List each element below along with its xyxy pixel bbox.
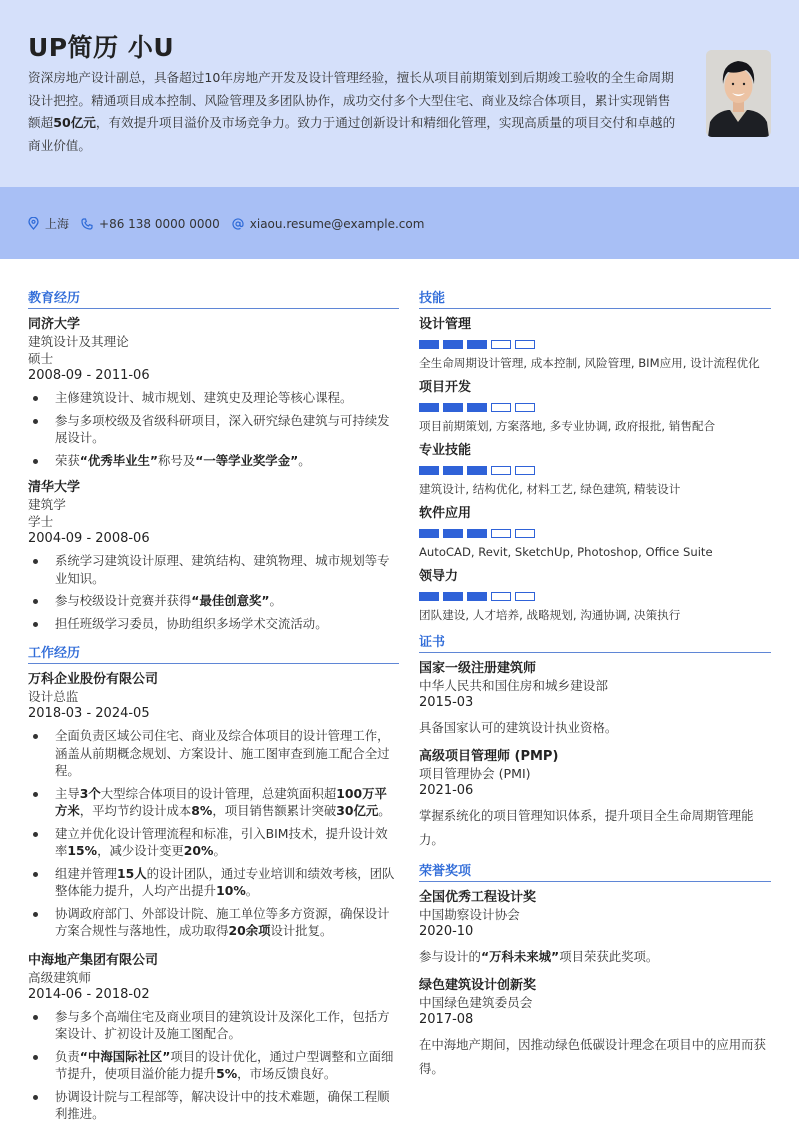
text-run: 。: [269, 593, 282, 608]
bold-text: “一等学业奖学金”: [195, 452, 299, 468]
bullet-item: [28, 1088, 399, 1123]
school-name: 同济大学: [28, 317, 81, 332]
work-entry: [28, 952, 399, 1123]
level-block-filled: [467, 403, 487, 412]
skill-entry: [419, 505, 771, 560]
text-run: 参与设计的: [419, 949, 481, 964]
company-name: 中海地产集团有限公司: [28, 952, 159, 968]
bullet-item: [28, 865, 399, 900]
contact-location: [28, 215, 69, 232]
portrait-image: [706, 50, 771, 137]
skill-name: 项目开发: [419, 380, 472, 395]
text-run: ，平均节约设计成本: [79, 803, 192, 818]
level-block-filled: [419, 340, 439, 349]
left-column: [28, 287, 399, 1128]
text-run: 担任班级学习委员，协助组织多场学术交流活动。: [55, 615, 328, 631]
bullet-item: [28, 452, 399, 470]
contact-bar: [0, 187, 799, 259]
bold-text: “优秀毕业生”: [79, 452, 159, 468]
text-run: 大型综合体项目的设计管理，总建筑面积超: [100, 785, 337, 801]
bullet-list: [28, 727, 399, 940]
bullet-item: [28, 412, 399, 447]
skill-name: 专业技能: [419, 443, 472, 458]
bold-text: 20%: [183, 843, 214, 858]
contact-phone[interactable]: [81, 217, 220, 231]
bold-text: 10%: [216, 883, 246, 898]
skill-level-meter: [419, 592, 771, 601]
level-block-filled: [419, 403, 439, 412]
text-run: 。: [298, 452, 311, 468]
issuer: 中国勘察设计协会: [419, 907, 520, 922]
level-block-empty: [491, 592, 511, 601]
location-pin-icon: [28, 217, 39, 230]
phone-icon: [81, 218, 93, 230]
bullet-list: [28, 389, 399, 469]
description: [419, 804, 771, 852]
skill-entry: [419, 442, 771, 497]
bold-text: “万科未来城”: [480, 949, 560, 964]
level-block-empty: [491, 340, 511, 349]
certificate-entry: [419, 660, 771, 740]
issuer: 中国绿色建筑委员会: [419, 995, 533, 1010]
section-title-education: 教育经历: [28, 287, 399, 309]
phone-text: +86 138 0000 0000: [99, 216, 220, 231]
date: 2021-06: [419, 783, 474, 798]
bold-text: 15人: [116, 865, 147, 881]
text-run: 的设计团队，通过专业培训和绩效考核，团队整体能力提升，人均产出提升: [55, 865, 395, 898]
issuer: 中华人民共和国住房和城乡建设部: [419, 678, 608, 693]
bullet-item: [28, 592, 399, 610]
resume-header: [0, 0, 799, 187]
bullet-item: [28, 785, 399, 820]
bullet-item: [28, 552, 399, 587]
text-run: 组建并管理: [55, 865, 117, 881]
right-column: [419, 287, 771, 1089]
bullet-item: [28, 1048, 399, 1083]
bullet-item: [28, 825, 399, 860]
bold-text: 15%: [67, 843, 98, 858]
level-block-filled: [443, 403, 463, 412]
skill-level-meter: [419, 403, 771, 412]
level-block-filled: [419, 466, 439, 475]
major: 建筑学: [28, 497, 66, 512]
level-block-filled: [443, 529, 463, 538]
profile-summary: [28, 67, 678, 157]
skill-entry: [419, 379, 771, 434]
text-run: 建立并优化设计管理流程和标准，引入BIM技术，提升设计效率: [55, 825, 388, 858]
degree: 学士: [28, 514, 54, 529]
level-block-filled: [467, 529, 487, 538]
level-block-filled: [467, 466, 487, 475]
issuer: 项目管理协会 (PMI): [419, 766, 531, 781]
text-run: ，有效提升项目溢价及市场竞争力。致力于通过创新设计和精细化管理，实现高质量的项目交付和卓越的商业价值。: [28, 115, 676, 153]
bullet-item: [28, 615, 399, 633]
education-section: [28, 287, 399, 632]
bullet-item: [28, 905, 399, 940]
level-block-filled: [419, 592, 439, 601]
skill-level-meter: [419, 529, 771, 538]
text-run: 荣获: [55, 452, 80, 468]
text-run: 协调设计院与工程部等，解决设计中的技术难题，确保工程顺利推进。: [55, 1088, 390, 1121]
major: 建筑设计及其理论: [28, 334, 129, 349]
work-section: [28, 642, 399, 1123]
text-run: 项目荣获此奖项。: [559, 949, 659, 964]
description: [419, 945, 771, 969]
section-title-skills: 技能: [419, 287, 771, 309]
description: [419, 1033, 771, 1081]
level-block-empty: [515, 340, 535, 349]
text-run: ，减少设计变更: [97, 843, 184, 858]
date-range: 2004-09 - 2008-06: [28, 531, 150, 546]
description: [419, 716, 771, 740]
skill-name: 设计管理: [419, 317, 472, 332]
date-range: 2008-09 - 2011-06: [28, 368, 150, 383]
skills-section: [419, 287, 771, 623]
contact-email[interactable]: [232, 217, 425, 231]
candidate-name: UP简历 小U: [28, 33, 175, 62]
text-run: 。: [378, 803, 391, 818]
text-run: 设计批复。: [270, 923, 333, 938]
bold-text: 3个: [79, 785, 101, 801]
text-run: 。: [213, 843, 226, 858]
level-block-filled: [467, 592, 487, 601]
date-range: 2014-06 - 2018-02: [28, 986, 150, 1002]
awards-section: [419, 860, 771, 1081]
bold-text: “最佳创意奖”: [191, 593, 270, 608]
bullet-item: [28, 727, 399, 780]
item-name: 全国优秀工程设计奖: [419, 890, 537, 905]
text-run: 项目的设计优化，通过户型调整和立面细节提升，使项目溢价能力提升: [55, 1048, 394, 1081]
text-run: ，市场反馈良好。: [237, 1066, 337, 1081]
level-block-empty: [491, 529, 511, 538]
skill-level-meter: [419, 340, 771, 349]
text-run: 称号及: [158, 452, 196, 468]
bold-text: 5%: [216, 1066, 238, 1081]
item-name: 国家一级注册建筑师: [419, 661, 537, 676]
skill-keywords: 项目前期策划, 方案落地, 多专业协调, 政府报批, 销售配合: [419, 419, 716, 433]
bold-text: “中海国际社区”: [79, 1048, 171, 1064]
bold-text: 20余项: [228, 923, 271, 938]
level-block-empty: [515, 466, 535, 475]
company-name: 万科企业股份有限公司: [28, 672, 159, 687]
bold-text: 50亿元: [53, 115, 96, 131]
bold-text: 100万平方米: [55, 785, 387, 818]
work-entry: [28, 671, 399, 940]
date-range: 2018-03 - 2024-05: [28, 706, 150, 721]
text-run: 具备国家认可的建筑设计执业资格。: [419, 720, 618, 735]
skill-name: 领导力: [419, 569, 459, 584]
level-block-filled: [467, 340, 487, 349]
text-run: 参与多个高端住宅及商业项目的建筑设计及深化工作，包括方案设计、扩初设计及施工图配合。: [55, 1008, 390, 1041]
bold-text: 8%: [191, 803, 213, 818]
text-run: 负责: [55, 1048, 80, 1064]
text-run: 参与校级设计竞赛并获得: [55, 593, 192, 608]
text-run: 协调政府部门、外部设计院、施工单位等多方资源，确保设计方案合规性与落地性，成功取得: [55, 905, 390, 938]
level-block-empty: [515, 403, 535, 412]
email-at-icon: [232, 218, 244, 230]
skill-keywords: 团队建设, 人才培养, 战略规划, 沟通协调, 决策执行: [419, 608, 681, 622]
section-title-awards: 荣誉奖项: [419, 860, 771, 882]
bold-text: 30亿元: [336, 803, 379, 818]
section-title-work: 工作经历: [28, 642, 399, 664]
location-text: 上海: [45, 217, 70, 231]
level-block-filled: [443, 340, 463, 349]
text-run: 资深房地产设计副总，具备超过10年房地产开发及设计管理经验，擅长从项目前期策划到后期竣工验收的全生命周期设计把控。精通项目成本控制、风险管理及多团队协作，成功交付多个大型住宅、商业及综合体项目，累计实现销售额超: [28, 70, 674, 131]
section-title-certificates: 证书: [419, 631, 771, 653]
job-title: 高级建筑师: [28, 969, 91, 985]
email-text: xiaou.resume@example.com: [249, 216, 425, 231]
award-entry: [419, 889, 771, 969]
text-run: ，项目销售额累计突破: [212, 803, 337, 818]
level-block-empty: [515, 529, 535, 538]
bullet-list: [28, 552, 399, 632]
bullet-item: [28, 389, 399, 407]
text-run: 掌握系统化的项目管理知识体系，提升项目全生命周期管理能力。: [419, 808, 754, 847]
date: 2020-10: [419, 924, 474, 939]
text-run: 主修建筑设计、城市规划、建筑史及理论等核心课程。: [55, 390, 353, 405]
level-block-filled: [419, 529, 439, 538]
text-run: 全面负责区域公司住宅、商业及综合体项目的设计管理工作，涵盖从前期概念规划、方案设计、施工图审查到施工配合全过程。: [55, 728, 390, 778]
level-block-empty: [491, 403, 511, 412]
item-name: 绿色建筑设计创新奖: [419, 978, 537, 993]
skill-name: 软件应用: [419, 506, 472, 521]
date: 2017-08: [419, 1012, 474, 1027]
level-block-filled: [443, 592, 463, 601]
text-run: 参与多项校级及省级科研项目，深入研究绿色建筑与可持续发展设计。: [55, 412, 390, 445]
level-block-empty: [515, 592, 535, 601]
school-name: 清华大学: [28, 480, 81, 495]
level-block-empty: [491, 466, 511, 475]
text-run: 在中海地产期间，因推动绿色低碳设计理念在项目中的应用而获得。: [419, 1037, 766, 1076]
profile-photo: [706, 50, 771, 137]
certificates-section: [419, 631, 771, 852]
text-run: 主导: [55, 785, 80, 801]
item-name: 高级项目管理师 (PMP): [419, 749, 559, 764]
skill-keywords: 全生命周期设计管理, 成本控制, 风险管理, BIM应用, 设计流程优化: [419, 356, 760, 370]
job-title: 设计总监: [28, 689, 79, 704]
bullet-item: [28, 1008, 399, 1043]
skill-keywords: 建筑设计, 结构优化, 材料工艺, 绿色建筑, 精装设计: [419, 482, 681, 496]
award-entry: [419, 977, 771, 1081]
skill-keywords: AutoCAD, Revit, SketchUp, Photoshop, Office Suite: [419, 545, 713, 559]
education-entry: [28, 316, 399, 469]
level-block-filled: [443, 466, 463, 475]
text-run: 。: [245, 883, 259, 898]
certificate-entry: [419, 748, 771, 852]
education-entry: [28, 479, 399, 632]
date: 2015-03: [419, 695, 474, 710]
skill-level-meter: [419, 466, 771, 475]
degree: 硕士: [28, 351, 54, 366]
skill-entry: [419, 568, 771, 623]
skill-entry: [419, 316, 771, 371]
bullet-list: [28, 1008, 399, 1123]
text-run: 系统学习建筑设计原理、建筑结构、建筑物理、城市规划等专业知识。: [55, 553, 390, 586]
